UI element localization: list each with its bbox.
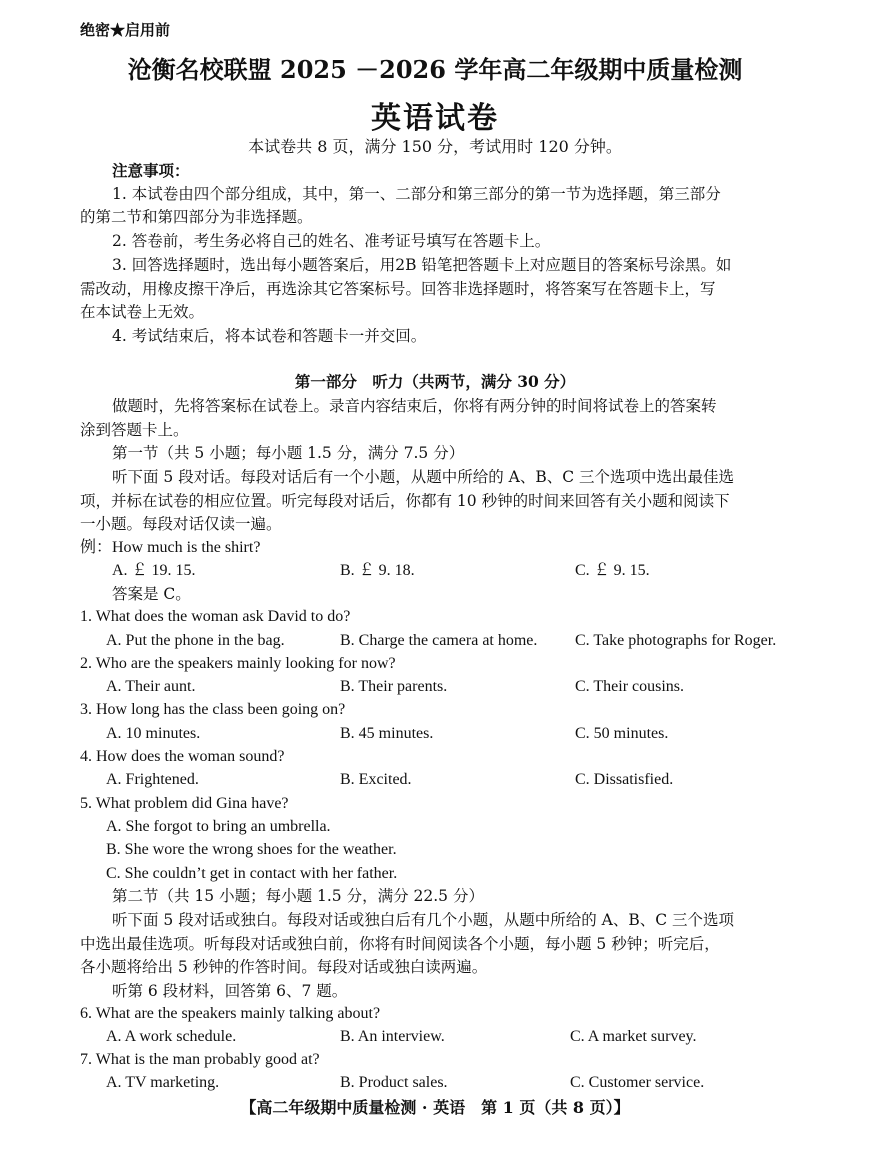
subject-title: 英语试卷 [371,101,499,136]
example-answer: 答案是 C。 [112,585,191,603]
q3-option-c: C. 50 minutes. [575,725,669,742]
note-3: 3. 回答选择题时，选出每小题答案后，用2B 铅笔把答题卡上对应题目的答案标号涂黑。如 [112,256,732,274]
q6-option-a: A. A work schedule. [106,1028,237,1045]
q4-option-c: C. Dissatisfied. [575,771,674,788]
example-option-c: C. ￡ 9. 15. [575,562,650,579]
question-7: 7. What is the man probably good at? [80,1051,320,1068]
question-5: 5. What problem did Gina have? [80,795,289,812]
example-option-a: A. ￡ 19. 15. [112,562,196,579]
note-3-cont: 需改动，用橡皮擦干净后，再选涂其它答案标号。回答非选择题时，将答案写在答题卡上，写 [80,280,716,298]
part1-intro-cont: 涂到答题卡上。 [80,421,189,439]
q5-option-b: B. She wore the wrong shoes for the weather. [106,841,397,858]
q2-option-c: C. Their cousins. [575,678,685,695]
part1-heading: 第一部分 听力（共两节，满分 30 分） [294,372,576,391]
section2-intro-cont: 中选出最佳选项。听每段对话或独白前，你将有时间阅读各个小题，每小题 5 秒钟；听完后， [80,935,720,953]
section1-intro-cont: 项，并标在试卷的相应位置。听完每段对话后，你都有 10 秒钟的时间来回答有关小题和阅读下 [80,492,730,510]
note-3-cont2: 在本试卷上无效。 [80,303,205,321]
question-4: 4. How does the woman sound? [80,748,285,765]
notes-heading: 注意事项： [112,161,190,180]
q7-option-a: A. TV marketing. [106,1074,220,1091]
question-2: 2. Who are the speakers mainly looking for now? [80,655,396,672]
note-1: 1. 本试卷由四个部分组成，其中，第一、二部分和第三部分的第一节为选择题，第三部分 [112,185,721,203]
note-2: 2. 答卷前，考生务必将自己的姓名、准考证号填写在答题卡上。 [112,232,551,250]
section1-heading: 第一节（共 5 小题；每小题 1.5 分，满分 7.5 分） [112,444,465,462]
example-question: 例：How much is the shirt? [80,539,261,556]
question-3: 3. How long has the class been going on? [80,701,346,718]
part1-intro: 做题时，先将答案标在试卷上。录音内容结束后，你将有两分钟的时间将试卷上的答案转 [112,397,717,415]
section2-heading: 第二节（共 15 小题；每小题 1.5 分，满分 22.5 分） [112,887,484,905]
section2-intro: 听下面 5 段对话或独白。每段对话或独白后有几个小题，从题中所给的 A、B、C 三个选项 [112,911,735,929]
question-1: 1. What does the woman ask David to do? [80,608,351,625]
question-6: 6. What are the speakers mainly talking about? [80,1005,381,1022]
material-6-instruction: 听第 6 段材料，回答第 6、7 题。 [112,982,348,1000]
q1-option-a: A. Put the phone in the bag. [106,632,285,649]
q6-option-c: C. A market survey. [570,1028,697,1045]
confidential-mark: 绝密★启用前 [80,21,171,39]
q7-option-c: C. Customer service. [570,1074,705,1091]
q2-option-a: A. Their aunt. [106,678,196,695]
note-1-cont: 的第二节和第四部分为非选择题。 [80,208,313,226]
page-footer: 【高二年级期中质量检测 · 英语 第 1 页（共 8 页）】 [240,1098,630,1117]
q4-option-a: A. Frightened. [106,771,199,788]
q1-option-b: B. Charge the camera at home. [340,632,538,649]
section1-intro-cont2: 一小题。每段对话仅读一遍。 [80,515,282,533]
q3-option-b: B. 45 minutes. [340,725,434,742]
note-4: 4. 考试结束后，将本试卷和答题卡一并交回。 [112,327,427,345]
q7-option-b: B. Product sales. [340,1074,448,1091]
section1-intro: 听下面 5 段对话。每段对话后有一个小题，从题中所给的 A、B、C 三个选项中选出最佳选 [112,468,735,486]
q2-option-b: B. Their parents. [340,678,448,695]
q6-option-b: B. An interview. [340,1028,445,1045]
section2-intro-cont2: 各小题将给出 5 秒钟的作答时间。每段对话或独白读两遍。 [80,958,488,976]
example-option-b: B. ￡ 9. 18. [340,562,415,579]
q1-option-c: C. Take photographs for Roger. [575,632,777,649]
q5-option-a: A. She forgot to bring an umbrella. [106,818,331,835]
exam-title: 沧衡名校联盟 2025 －2026 学年高二年级期中质量检测 [127,55,743,84]
q4-option-b: B. Excited. [340,771,412,788]
q3-option-a: A. 10 minutes. [106,725,201,742]
exam-info: 本试卷共 8 页，满分 150 分，考试用时 120 分钟。 [248,137,622,156]
q5-option-c: C. She couldn’t get in contact with her father. [106,865,398,882]
